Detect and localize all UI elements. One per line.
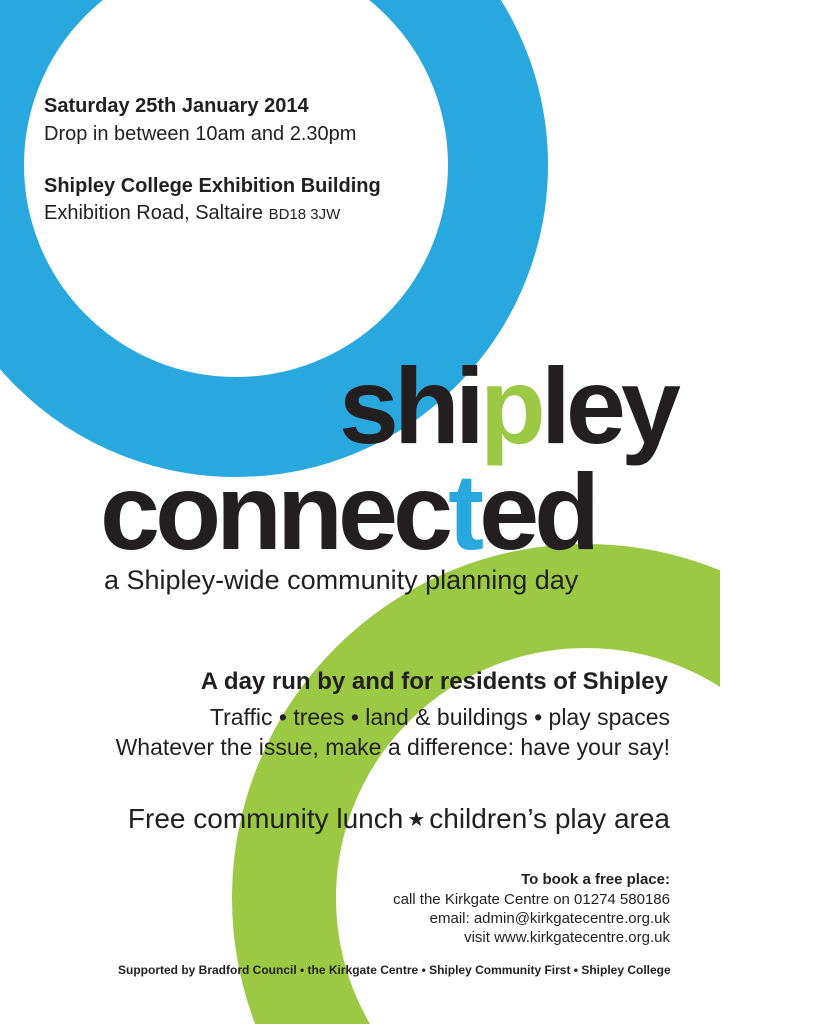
- topics-line: Traffic • trees • land & buildings • play spaces: [209, 704, 670, 730]
- title-line-2: [100, 451, 596, 572]
- booking-heading: To book a free place:: [521, 871, 670, 888]
- title-highlight-letter: p: [479, 345, 541, 466]
- supporters-line: Supported by Bradford Council • the Kirkgate Centre • Shipley Community First • Shipley College: [118, 963, 671, 977]
- event-venue: Shipley College Exhibition Building: [44, 175, 381, 197]
- booking-phone: call the Kirkgate Centre on 01274 580186: [393, 891, 670, 908]
- star-icon: ★: [407, 809, 426, 831]
- address-street: Exhibition Road, Saltaire: [44, 202, 264, 224]
- booking-email: email: admin@kirkgatecentre.org.uk: [429, 910, 670, 927]
- event-date: Saturday 25th January 2014: [44, 95, 309, 117]
- call-to-action: Whatever the issue, make a difference: have your say!: [115, 734, 670, 760]
- title-line-1: [338, 345, 676, 466]
- offer-line: [128, 803, 670, 835]
- event-address: [44, 202, 340, 225]
- subtitle: a Shipley-wide community planning day: [104, 565, 579, 595]
- lunch-text: Free community lunch: [127, 803, 404, 834]
- title-highlight-letter: t: [448, 451, 480, 572]
- title-part: ed: [479, 451, 596, 572]
- event-time: Drop in between 10am and 2.30pm: [44, 123, 357, 145]
- title-part: ley: [540, 345, 676, 466]
- address-postcode: BD18 3JW: [268, 206, 341, 223]
- play-area-text: children’s play area: [429, 803, 670, 834]
- title-part: shi: [338, 345, 480, 466]
- booking-website: visit www.kirkgatecentre.org.uk: [464, 929, 670, 946]
- title-part: connec: [100, 451, 449, 572]
- headline: A day run by and for residents of Shipley: [200, 668, 668, 695]
